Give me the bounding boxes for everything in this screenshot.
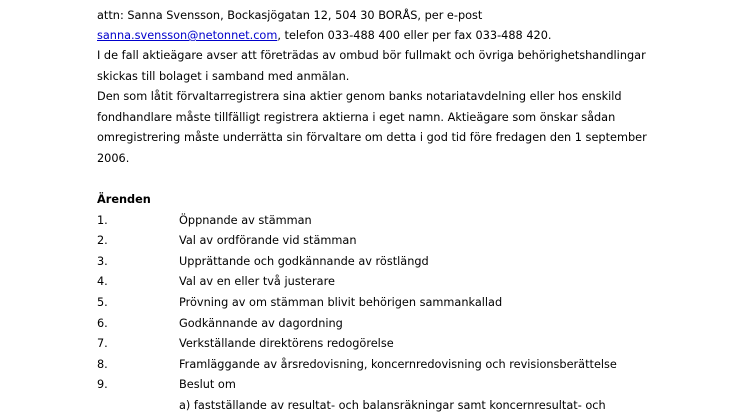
agenda-item-number: 6.	[97, 317, 108, 330]
nominee-paragraph-line-1: Den som låtit förvaltarregistrera sina aktier genom banks notariatavdelning eller hos enskild	[97, 90, 622, 103]
agenda-item-number: 2.	[97, 234, 108, 247]
proxy-paragraph-line-1: I de fall aktieägare avser att företrädas av ombud bör fullmakt och övriga behörighetshandlingar	[97, 49, 646, 62]
agenda-item-number: 1.	[97, 214, 108, 227]
nominee-paragraph-line-3: omregistrering måste underrätta sin förvaltare om detta i god tid före fredagen den 1 september	[97, 131, 647, 144]
agenda-item-text: Upprättande och godkännande av röstlängd	[179, 255, 429, 268]
agenda-item-number: 5.	[97, 296, 108, 309]
contact-email-line	[97, 29, 551, 43]
proxy-paragraph-line-2: skickas till bolaget i samband med anmälan.	[97, 70, 350, 83]
agenda-item-number: 4.	[97, 275, 108, 288]
agenda-item-number: 8.	[97, 358, 108, 371]
agenda-item-text: Godkännande av dagordning	[179, 317, 343, 330]
agenda-subitem-text: a) fastställande av resultat- och balansräkningar samt koncernresultat- och	[179, 399, 606, 412]
agenda-item-number: 9.	[97, 378, 108, 391]
agenda-item-text: Framläggande av årsredovisning, koncernredovisning och revisionsberättelse	[179, 358, 617, 371]
nominee-paragraph-line-2: fondhandlare måste tillfälligt registrera aktierna i eget namn. Aktieägare som önskar sådan	[97, 111, 616, 124]
agenda-item-text: Val av ordförande vid stämman	[179, 234, 357, 247]
email-link[interactable]: sanna.svensson@netonnet.com	[97, 29, 278, 42]
agenda-item-text: Verkställande direktörens redogörelse	[179, 337, 394, 350]
agenda-item-text: Val av en eller två justerare	[179, 275, 335, 288]
agenda-heading: Ärenden	[97, 193, 151, 206]
phone-fax-text: , telefon 033-488 400 eller per fax 033-488 420.	[277, 29, 552, 42]
contact-address-line: attn: Sanna Svensson, Bockasjögatan 12, 504 30 BORÅS, per e-post	[97, 9, 483, 22]
nominee-paragraph-line-4: 2006.	[97, 152, 130, 165]
agenda-item-text: Öppnande av stämman	[179, 214, 312, 227]
agenda-item-text: Beslut om	[179, 378, 236, 391]
agenda-item-number: 7.	[97, 337, 108, 350]
agenda-item-number: 3.	[97, 255, 108, 268]
agenda-item-text: Prövning av om stämman blivit behörigen sammankallad	[179, 296, 503, 309]
